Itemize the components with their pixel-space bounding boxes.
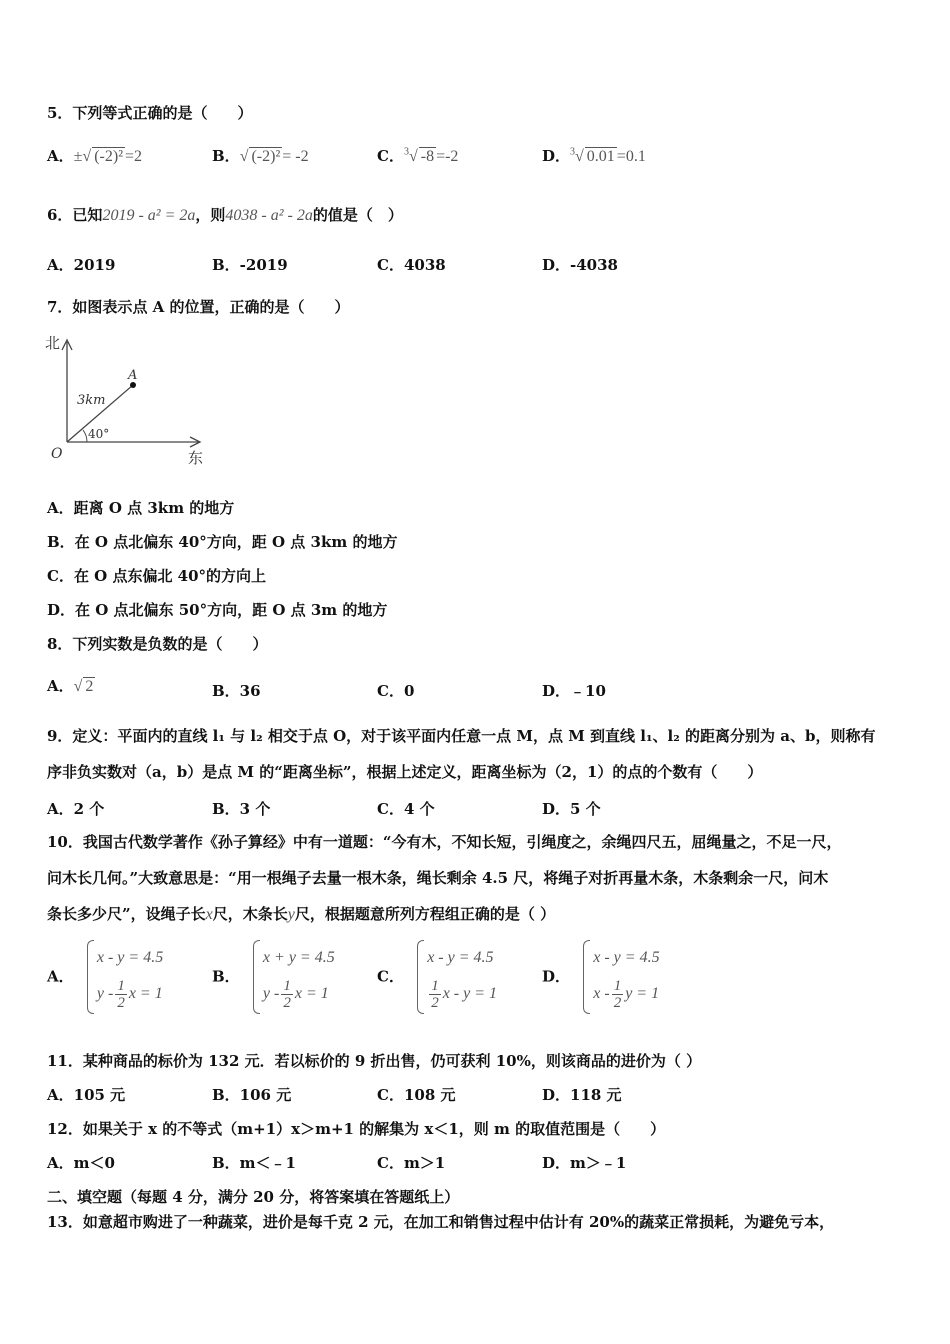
q10-option-b: B． x + y = 4.5 y - $\frac{1}{2}$ x = 1 [212, 940, 335, 1012]
q12-option-b: B．m＜﹣1 [212, 1154, 296, 1172]
q12-option-c: C．m＞1 [377, 1154, 446, 1172]
q5-option-d: D．$^3$√ 0.01 =0.1 [542, 146, 646, 165]
angle-label: 40° [88, 427, 110, 441]
q6-option-d: D．-4038 [542, 256, 618, 274]
q11-stem: 11．某种商品的标价为 132 元．若以标价的 9 折出售，仍可获利 10%，则该商品的进价为（ ） [47, 1052, 702, 1070]
q8-option-d: D．﹣10 [542, 682, 606, 700]
section-2-heading: 二、填空题（每题 4 分，满分 20 分，将答案填在答题纸上） [47, 1188, 460, 1206]
q7-option-d: D．在 O 点北偏东 50°方向，距 O 点 3m 的地方 [47, 601, 388, 619]
direction-figure [40, 330, 220, 470]
q9-option-c: C．4 个 [377, 800, 435, 818]
q6-option-a: A．2019 [47, 256, 116, 274]
q7-option-b: B．在 O 点北偏东 40°方向，距 O 点 3km 的地方 [47, 533, 398, 551]
q7-option-c: C．在 O 点东偏北 40°的方向上 [47, 567, 267, 585]
q8-option-a: A．√ 2 [47, 677, 94, 695]
q6-option-b: B．-2019 [212, 256, 288, 274]
q9-stem [47, 718, 917, 790]
q8-option-b: B．36 [212, 682, 261, 700]
q5-stem: 5．下列等式正确的是（ ） [47, 104, 253, 122]
q5-option-b: B．√ (-2)² = -2 [212, 147, 309, 165]
q10-line-3: 条长多少尺”，设绳子长x尺，木条长y尺，根据题意所列方程组正确的是（ ） [47, 905, 556, 923]
q8-stem: 8．下列实数是负数的是（ ） [47, 635, 268, 653]
q13-stem: 13．如意超市购进了一种蔬菜，进价是每千克 2 元，在加工和销售过程中估计有 20%的蔬菜正常损耗，为避免亏本， [47, 1213, 835, 1231]
q9-line-2: 序非负实数对（a，b）是点 M 的“距离坐标”，根据上述定义，距离坐标为（2，1）的点的个数有（ ） [47, 763, 763, 781]
q6-option-c: C．4038 [377, 256, 446, 274]
q12-option-d: D．m＞﹣1 [542, 1154, 627, 1172]
q9-option-d: D．5 个 [542, 800, 601, 818]
q10-line-2: 问木长几何。”大致意思是：“用一根绳子去量一根木条，绳长剩余 4.5 尺，将绳子对折再量木条，木条剩余一尺，问木 [47, 869, 829, 887]
q11-option-b: B．106 元 [212, 1086, 292, 1104]
q5-option-c: C．$^3$√ -8 =-2 [377, 146, 459, 165]
point-a-label: A [128, 368, 138, 383]
q11-option-d: D．118 元 [542, 1086, 622, 1104]
q12-option-a: A．m＜0 [47, 1154, 115, 1172]
q10-option-c: C． x - y = 4.5 $\frac{1}{2}$ x - y = 1 [377, 940, 497, 1012]
q5-option-a: A．±√ (-2)² =2 [47, 147, 143, 165]
q8-option-c: C．0 [377, 682, 415, 700]
q11-option-a: A．105 元 [47, 1086, 126, 1104]
q6-stem: 6．已知2019 - a² = 2a，则4038 - a² - 2a的值是（ ） [47, 206, 403, 224]
q10-line-1: 10．我国古代数学著作《孙子算经》中有一道题：“今有木，不知长短，引绳度之，余绳四尺五，屈绳量之，不足一尺， [47, 833, 842, 851]
origin-label: O [51, 446, 63, 462]
q12-stem: 12．如果关于 x 的不等式（m+1）x＞m+1 的解集为 x＜1，则 m 的取值范围是（ ） [47, 1120, 666, 1138]
q9-line-1: 9．定义：平面内的直线 l₁ 与 l₂ 相交于点 O，对于该平面内任意一点 M，点 M 到直线 l₁、l₂ 的距离分别为 a、b，则称有 [47, 727, 876, 745]
q11-option-c: C．108 元 [377, 1086, 456, 1104]
q10-option-a: A． x - y = 4.5 y - $\frac{1}{2}$ x = 1 [47, 940, 163, 1012]
q7-stem: 7．如图表示点 A 的位置，正确的是（ ） [47, 298, 350, 316]
distance-label: 3km [77, 393, 106, 408]
q10-stem [47, 824, 917, 933]
north-label: 北 [45, 334, 61, 352]
q9-option-b: B．3 个 [212, 800, 271, 818]
q7-option-a: A．距离 O 点 3km 的地方 [47, 499, 235, 517]
q9-option-a: A．2 个 [47, 800, 105, 818]
east-label: 东 [188, 449, 204, 467]
q10-option-d: D． x - y = 4.5 x - $\frac{1}{2}$ y = 1 [542, 940, 660, 1012]
